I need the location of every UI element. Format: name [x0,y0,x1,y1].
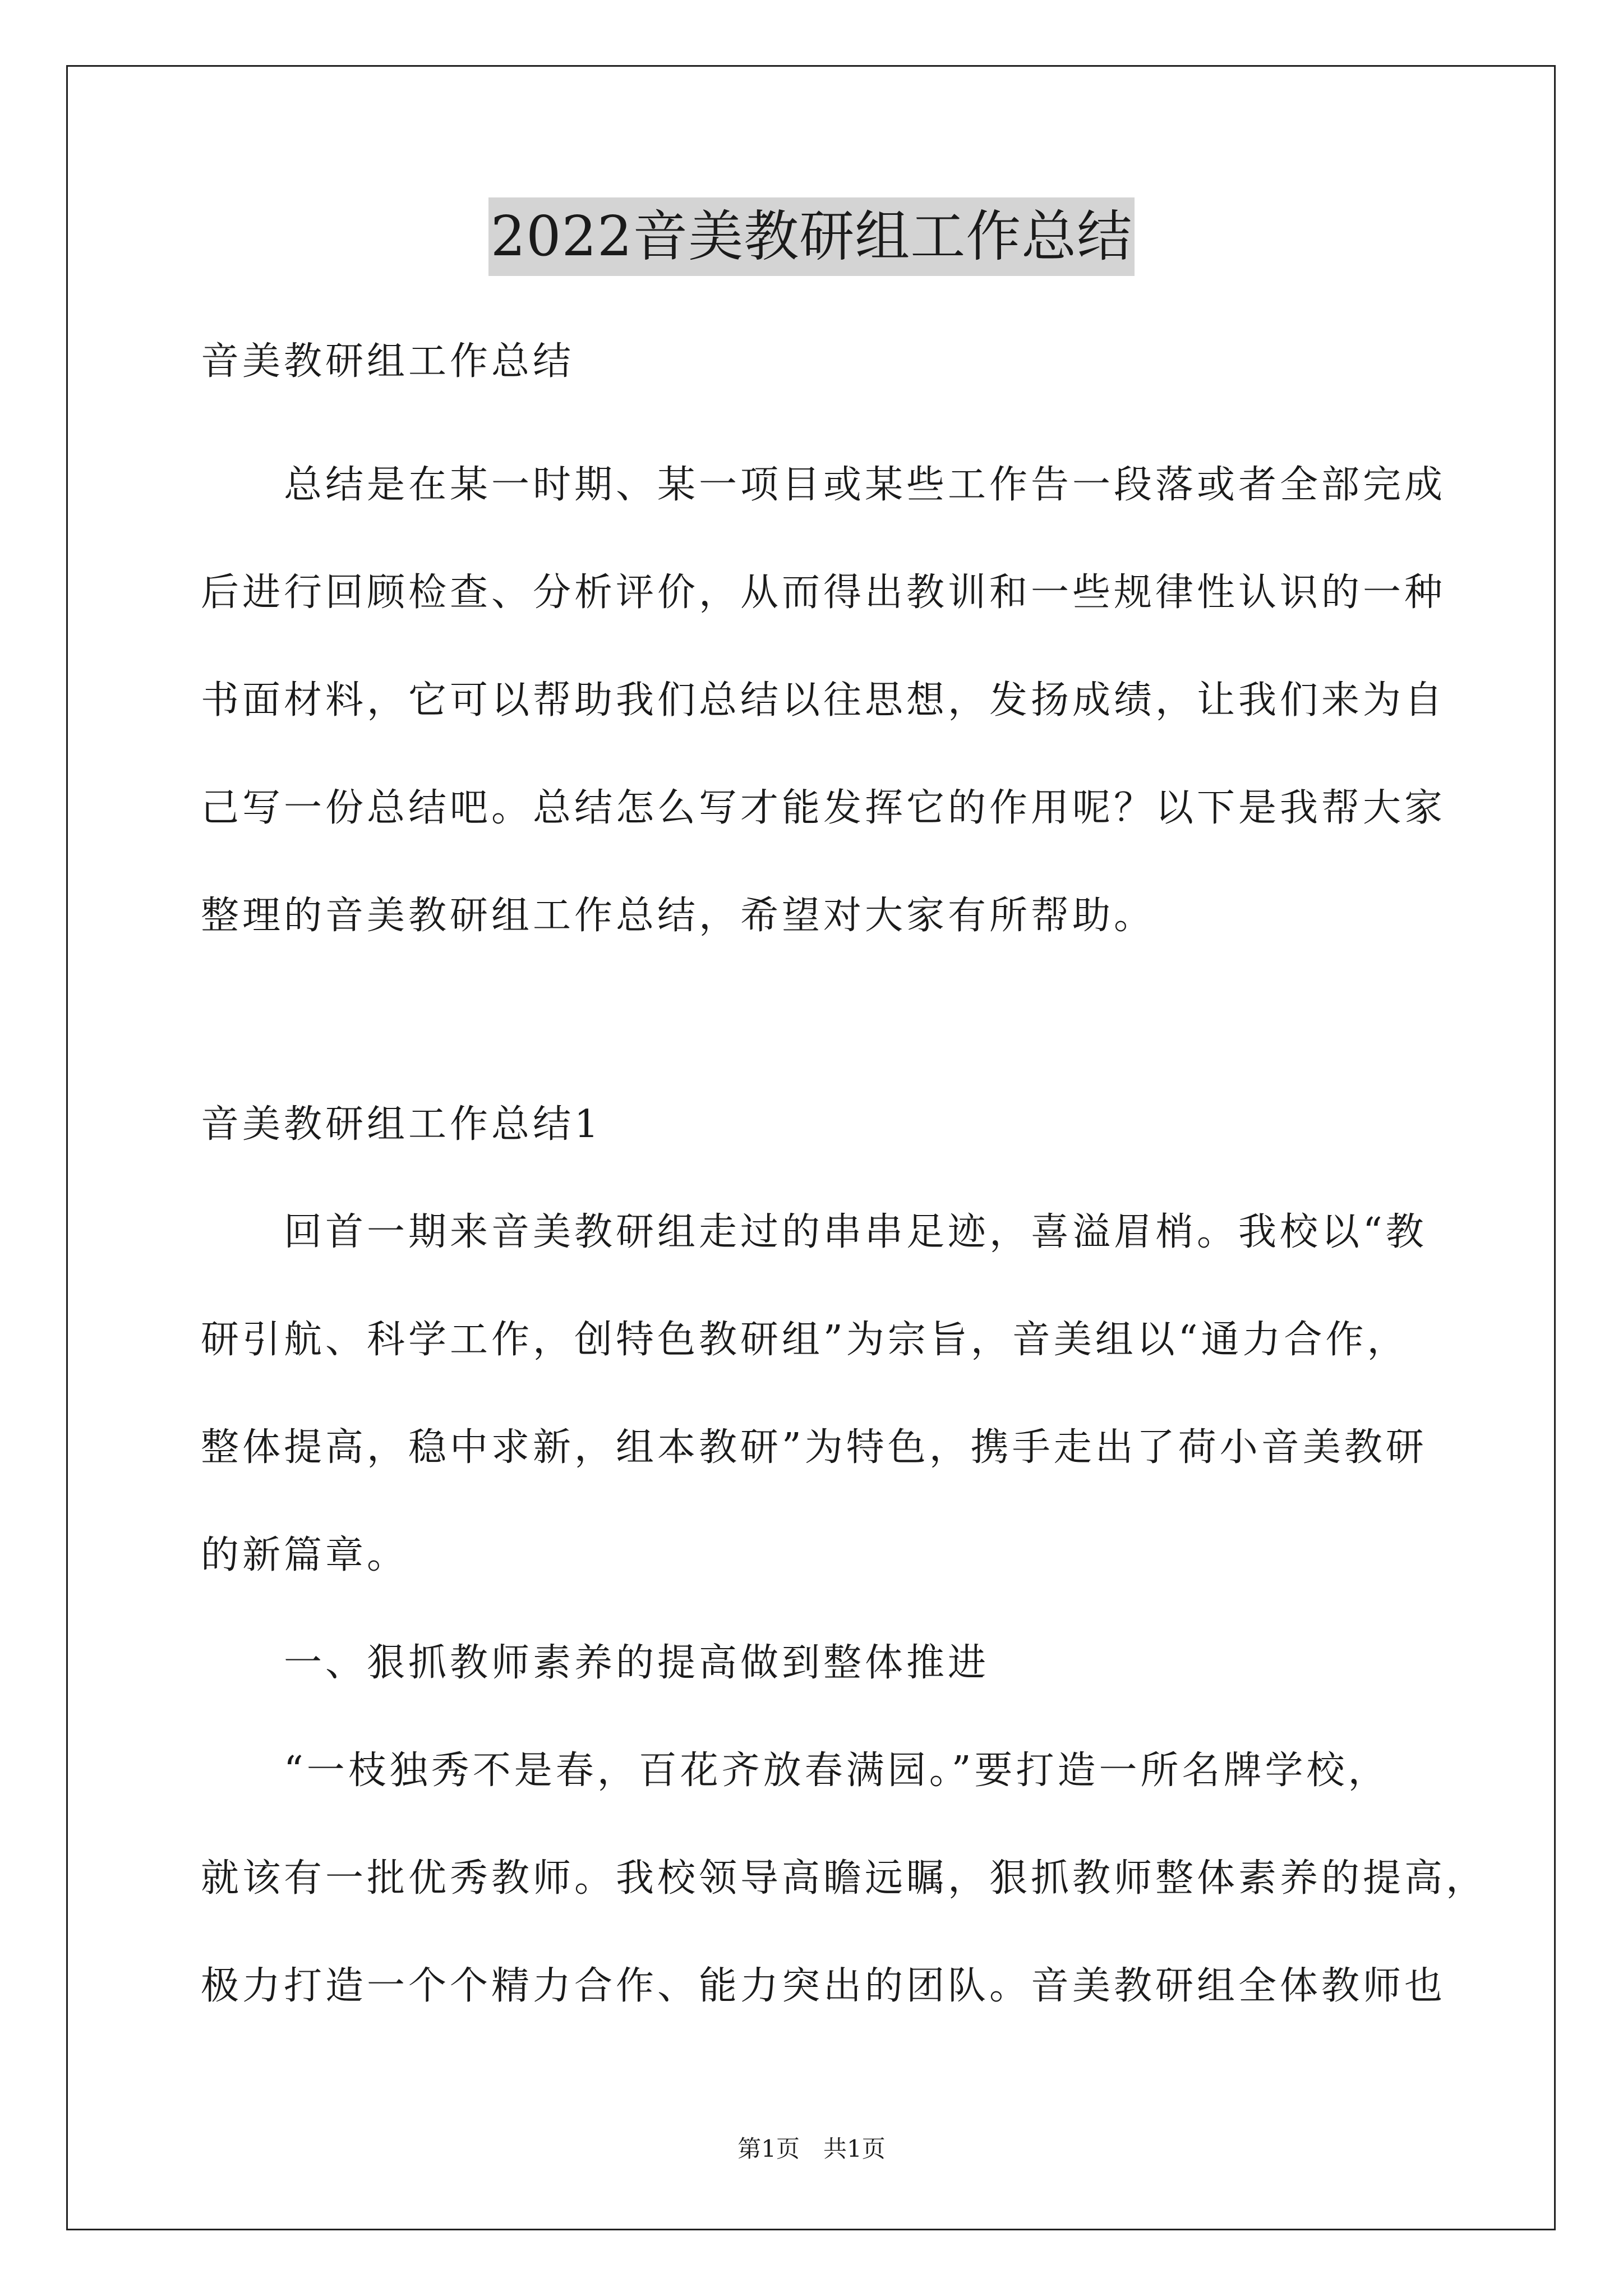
paragraph-line: 的新篇章。 [201,1533,409,1577]
paragraph-line: 极力打造一个个精力合作、能力突出的团队。音美教研组全体教师也 [201,1964,1446,2008]
paragraph-line: “一枝独秀不是春，百花齐放春满园。”要打造一所名牌学校， [201,1749,1390,1793]
section-heading: 音美教研组工作总结1 [201,1102,602,1147]
section-heading: 音美教研组工作总结 [201,339,575,384]
paragraph-line: 书面材料，它可以帮助我们总结以往思想，发扬成绩，让我们来为自 [201,678,1446,723]
paragraph-line: 整理的音美教研组工作总结，希望对大家有所帮助。 [201,894,1156,938]
document-title: 2022音美教研组工作总结 [488,197,1135,276]
paragraph-line: 回首一期来音美教研组走过的串串足迹，喜溢眉梢。我校以“教 [201,1210,1427,1254]
page-footer: 第1页 共1页 [737,2135,886,2162]
paragraph-line: 就该有一批优秀教师。我校领导高瞻远瞩，狠抓教师整体素养的提高， [201,1856,1488,1901]
paragraph-line: 己写一份总结吧。总结怎么写才能发挥它的作用呢？以下是我帮大家 [201,786,1446,830]
paragraph-line: 研引航、科学工作，创特色教研组”为宗旨，音美组以“通力合作， [201,1318,1409,1362]
subheading: 一、狠抓教师素养的提高做到整体推进 [201,1641,990,1685]
paragraph-line: 后进行回顾检查、分析评价，从而得出教训和一些规律性认识的一种 [201,570,1446,615]
paragraph-line: 总结是在某一时期、某一项目或某些工作告一段落或者全部完成 [201,463,1446,507]
title-container [0,197,1623,276]
paragraph-line: 整体提高，稳中求新，组本教研”为特色，携手走出了荷小音美教研 [201,1425,1427,1470]
